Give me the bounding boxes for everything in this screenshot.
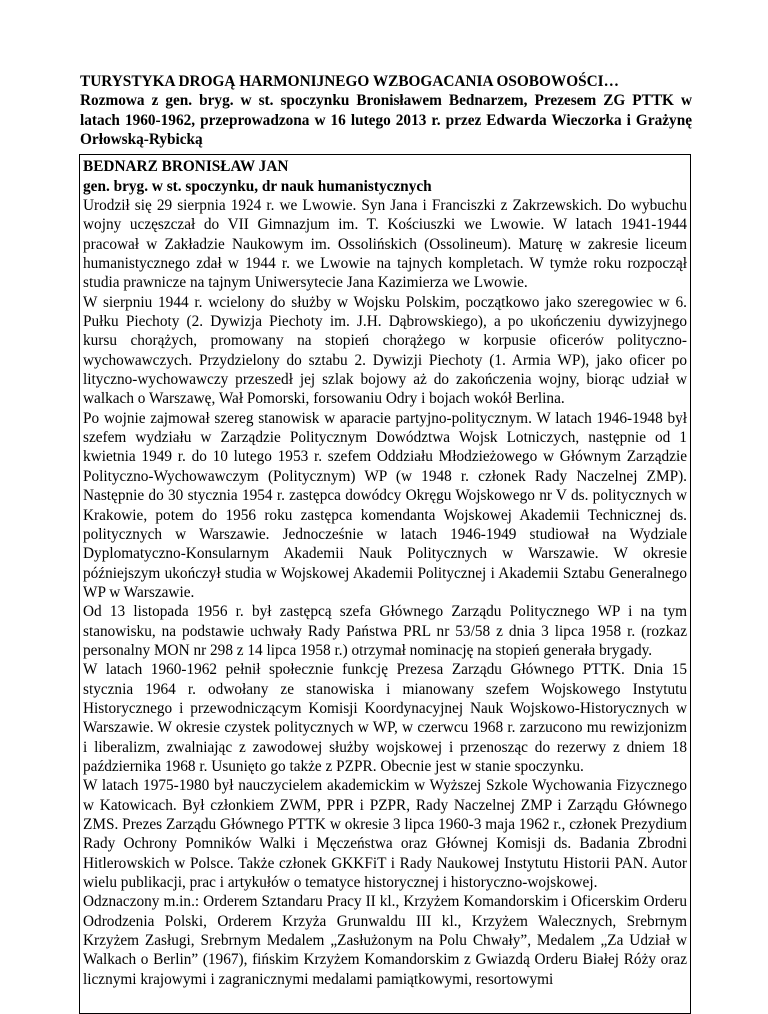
document-header [80,72,692,150]
bio-name: BEDNARZ BRONISŁAW JAN [83,158,289,175]
bio-paragraph: Urodził się 29 sierpnia 1924 r. we Lwowie. Syn Jana i Franciszki z Zakrzewskich. Do wybuchu wojny uczęszczał do VII Gimnazjum im. T. Kościuszki we Lwowie. W latach 1941-1944 pracował w Zakładzie Naukowym im. Ossolińskich (Ossolineum). Maturę w zakresie liceum humanistycznego zdał w 1944 r. we Lwowie na tajnych kompletach. W tymże roku rozpoczął studia prawnicze na tajnym Uniwersytecie Jana Kazimierza we Lwowie. [83,197,687,292]
bio-paragraph: Odznaczony m.in.: Orderem Sztandaru Pracy II kl., Krzyżem Komandorskim i Oficerskim Orderu Odrodzenia Polski, Orderem Krzyża Grunwaldu III kl., Krzyżem Walecznych, Srebrnym Krzyżem Zasługi, Srebrnym Medalem „Zasłużonym na Polu Chwały”, Medalem „Za Udział w Walkach o Berlin” (1967), fińskim Krzyżem Komandorskim z Gwiazdą Orderu Białej Róży oraz licznymi krajowymi i zagranicznymi medalami pamiątkowymi, resortowymi [83,893,687,988]
bio-paragraph: W latach 1960-1962 pełnił społecznie funkcję Prezesa Zarządu Głównego PTTK. Dnia 15 stycznia 1964 r. odwołany ze stanowiska i mianowany szefem Wojskowego Instytutu Historycznego i przewodniczącym Komisji Koordynacyjnej Nauk Wojskowo-Historycznych w Warszawie. W okresie czystek politycznych w WP, w czerwcu 1968 r. zarzucono mu rewizjonizm i liberalizm, zwalniając z zawodowej służby wojskowej i przenosząc do rezerwy z dniem 18 października 1968 r. Usunięto go także z PZPR. Obecnie jest w stanie spoczynku. [83,661,687,775]
document-subtitle: Rozmowa z gen. bryg. w st. spoczynku Bronisławem Bednarzem, Prezesem ZG PTTK w latach 1960-1962, przeprowadzona w 16 lutego 2013 r. przez Edwarda Wieczorka i Grażynę Orłowską-Rybicką [80,92,692,148]
bio-paragraph: Po wojnie zajmował szereg stanowisk w aparacie partyjno-politycznym. W latach 1946-1948 był szefem wydziału w Zarządzie Politycznym Dowództwa Wojsk Lotniczych, następnie od 1 kwietnia 1949 r. do 10 lutego 1953 r. szefem Oddziału Młodzieżowego w Głównym Zarządzie Polityczno-Wychowawczym (Politycznym) WP (w 1948 r. członek Rady Naczelnej ZMP). Następnie do 30 stycznia 1954 r. zastępca dowódcy Okręgu Wojskowego nr V ds. politycznych w Krakowie, potem do 1956 roku zastępca komendanta Wojskowej Akademii Technicznej ds. politycznych w Warszawie. Jednocześnie w latach 1946-1949 studiował na Wydziale Dyplomatyczno-Konsularnym Akademii Nauk Politycznych w Warszawie. W okresie późniejszym ukończył studia w Wojskowej Akademii Politycznej i Akademii Sztabu Generalnego WP w Warszawie. [83,409,687,601]
bio-paragraph: Od 13 listopada 1956 r. był zastępcą szefa Głównego Zarządu Politycznego WP i na tym stanowisku, na podstawie uchwały Rady Państwa PRL nr 53/58 z dnia 3 lipca 1958 r. (rozkaz personalny MON nr 298 z 14 lipca 1958 r.) otrzymał nominację na stopień generała brygady. [83,603,687,659]
document-title: TURYSTYKA DROGĄ HARMONIJNEGO WZBOGACANIA OSOBOWOŚCI… [80,73,619,90]
biography-box [79,154,691,1014]
bio-paragraph: W sierpniu 1944 r. wcielony do służby w Wojsku Polskim, początkowo jako szeregowiec w 6. Pułku Piechoty (2. Dywizja Piechoty im. J.H. Dąbrowskiego), a po ukończeniu dywizyjnego kursu chorążych, promowany na stopień chorążego w korpusie oficerów polityczno-wychowawczych. Przydzielony do sztabu 2. Dywizji Piechoty (1. Armia WP), jako oficer po lityczno-wychowawczy przeszedł jej szlak bojowy aż do zakończenia wojny, biorąc udział w walkach o Warszawę, Wał Pomorski, forsowaniu Odry i bojach wokół Berlina. [83,293,687,408]
bio-paragraph: W latach 1975-1980 był nauczycielem akademickim w Wyższej Szkole Wychowania Fizycznego w Katowicach. Był członkiem ZWM, PPR i PZPR, Rady Naczelnej ZMP i Zarządu Głównego ZMS. Prezes Zarządu Głównego PTTK w okresie 3 lipca 1960-3 maja 1962 r., członek Prezydium Rady Ochrony Pomników Walki i Męczeństwa oraz Głównej Komisji ds. Badania Zbrodni Hitlerowskich w Polsce. Także członek GKKFiT i Rady Naukowej Instytutu Historii PAN. Autor wielu publikacji, prac i artykułów o tematyce historycznej i historyczno-wojskowej. [83,777,687,892]
bio-degree: gen. bryg. w st. spoczynku, dr nauk humanistycznych [83,177,432,195]
